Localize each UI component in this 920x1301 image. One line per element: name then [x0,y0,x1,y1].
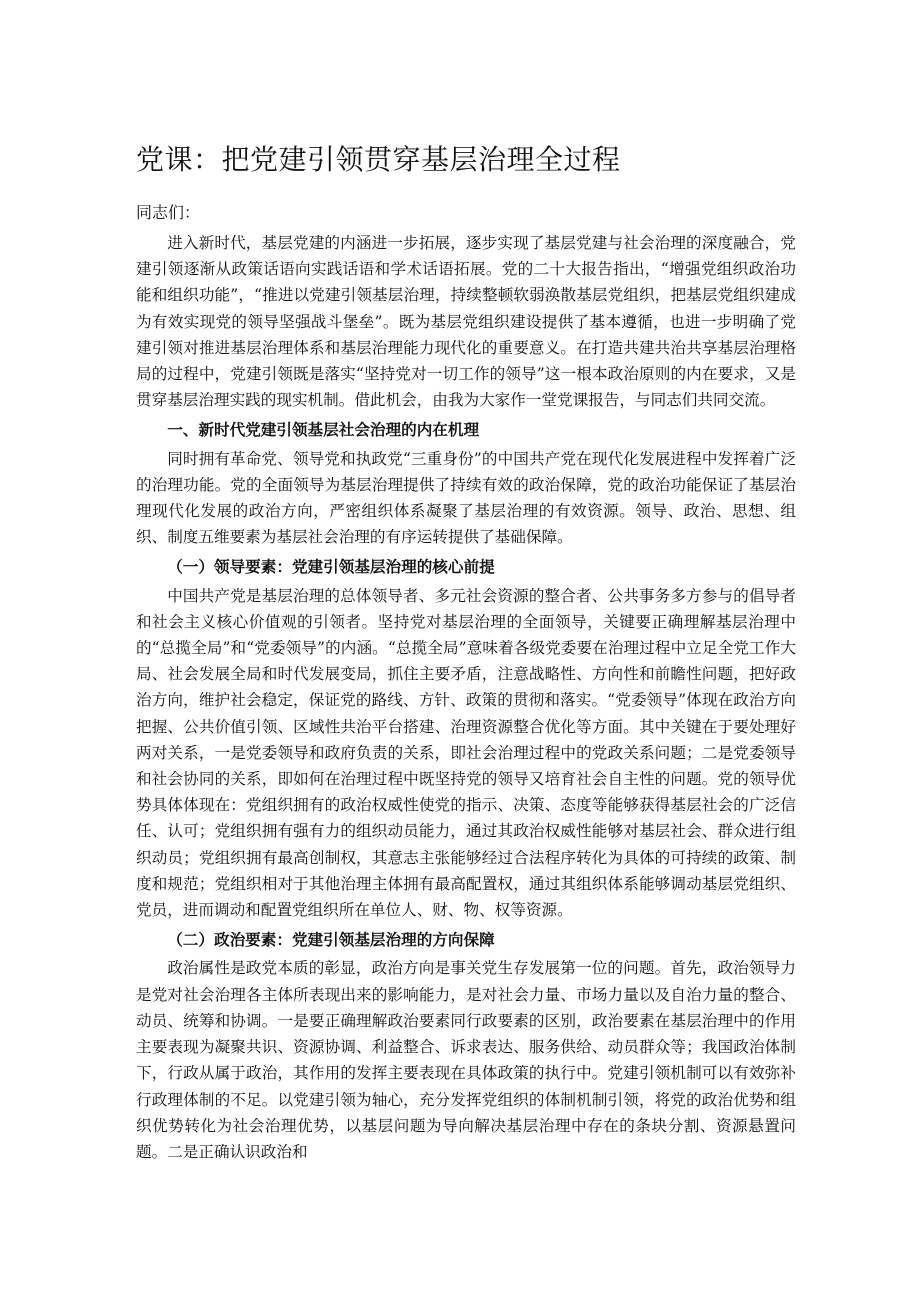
subsection-heading-2: （二）政治要素：党建引领基层治理的方向保障 [167,930,495,950]
subsection-heading-1: （一）领导要素：党建引领基层治理的核心前提 [167,557,495,577]
subsection-2-paragraph: 政治属性是政党本质的彰显，政治方向是事关党生存发展第一位的问题。首先，政治领导力是党对社会治理各主体所表现出来的影响能力，是对社会力量、市场力量以及自治力量的整合、动员、统筹和协调。一是要正确理解政治要素同行政要素的区别，政治要素在基层治理中的作用主要表现为凝聚共识、资源协调、利益整合、诉求表达、服务供给、动员群众等；我国政治体制下，行政从属于政治，其作用的发挥主要表现在具体政策的执行中。党建引领机制可以有效弥补行政理体制的不足。以党建引领为轴心，充分发挥党组织的体制机制引领，将党的政治优势和组织优势转化为社会治理优势，以基层问题为导向解决基层治理中存在的条块分割、资源悬置问题。二是正确认识政治和 [136,959,796,1161]
document-page [136,140,796,1165]
document-title: 党课：把党建引领贯穿基层治理全过程 [136,143,621,176]
intro-paragraph: 进入新时代，基层党建的内涵进一步拓展，逐步实现了基层党建与社会治理的深度融合，党建引领逐渐从政策话语向实践话语和学术话语拓展。党的二十大报告指出，“增强党组织政治功能和组织功能”，“推进以党建引领基层治理，持续整顿软弱涣散基层党组织，把基层党组织建成为有效实现党的领导坚强战斗堡垒”。既为基层党组织建设提供了基本遵循，也进一步明确了党建引领对推进基层治理体系和基层治理能力现代化的重要意义。在打造共建共治共享基层治理格局的过程中，党建引领既是落实“坚持党对一切工作的领导”这一根本政治原则的内在要求，又是贯穿基层治理实践的现实机制。借此机会，由我为大家作一堂党课报告，与同志们共同交流。 [136,234,796,410]
greeting: 同志们： [136,203,201,222]
subsection-1-paragraph: 中国共产党是基层治理的总体领导者、多元社会资源的整合者、公共事务多方参与的倡导者和社会主义核心价值观的引领者。坚持党对基层治理的全面领导，关键要正确理解基层治理中的“总揽全局”和“党委领导”的内涵。“总揽全局”意味着各级党委要在治理过程中立足全党工作大局、社会发展全局和时代发展变局，抓住主要矛盾，注意战略性、方向性和前瞻性问题，把好政治方向，维护社会稳定，保证党的路线、方针、政策的贯彻和落实。“党委领导”体现在政治方向把握、公共价值引领、区域性共治平台搭建、治理资源整合优化等方面。其中关键在于要处理好两对关系，一是党委领导和政府负责的关系，即社会治理过程中的党政关系问题；二是党委领导和社会协同的关系，即如何在治理过程中既坚持党的领导又培育社会自主性的问题。党的领导优势具体体现在：党组织拥有的政治权威性使党的指示、决策、态度等能够获得基层社会的广泛信任、认可；党组织拥有强有力的组织动员能力，通过其政治权威性能够对基层社会、群众进行组织动员；党组织拥有最高创制权，其意志主张能够经过合法程序转化为具体的可持续的政策、制度和规范；党组织相对于其他治理主体拥有最高配置权，通过其组织体系能够调动基层党组织、党员，进而调动和配置党组织所在单位人、财、物、权等资源。 [136,586,796,920]
section-1-paragraph: 同时拥有革命党、领导党和执政党“三重身份”的中国共产党在现代化发展进程中发挥着广泛的治理功能。党的全面领导为基层治理提供了持续有效的政治保障，党的政治功能保证了基层治理现代化发展的政治方向，严密组织体系凝聚了基层治理的有效资源。领导、政治、思想、组织、制度五维要素为基层社会治理的有序运转提供了基础保障。 [136,449,796,547]
section-heading-1: 一、新时代党建引领基层社会治理的内在机理 [167,420,480,440]
